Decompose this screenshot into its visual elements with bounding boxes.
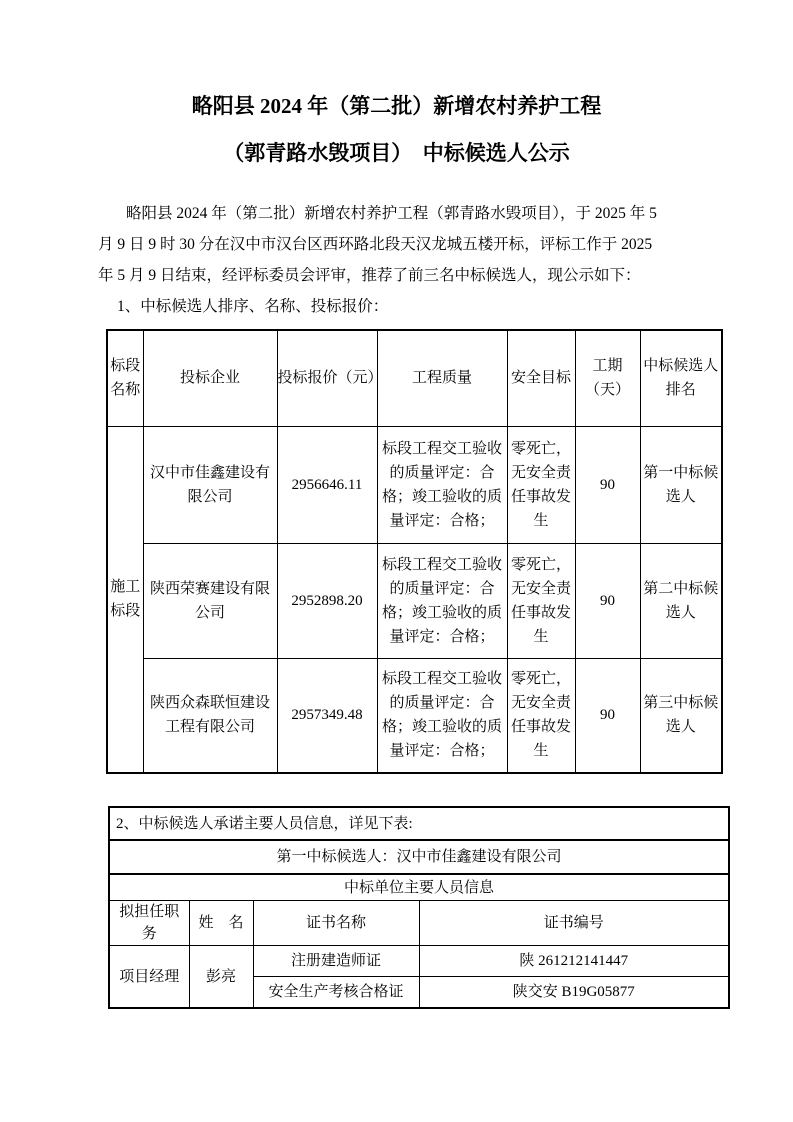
quality-cell: 标段工程交工验收的质量评定：合格；竣工验收的质量评定：合格； [377,543,507,658]
section2-heading: 2、中标候选人承诺主要人员信息，详见下表: [109,807,729,840]
header-bidder: 投标企业 [143,330,277,426]
header-cert-name: 证书名称 [253,901,419,946]
safety-cell: 零死亡，无安全责任事故发生 [507,543,575,658]
cert-number-cell: 陕交安 B19G05877 [419,977,729,1009]
header-quality: 工程质量 [377,330,507,426]
personnel-header-row [109,901,729,946]
personnel-cert-row-1 [109,946,729,977]
duration-cell: 90 [575,658,640,773]
section1-heading: 1、中标候选人排序、名称、投标报价： [117,298,389,315]
intro-line-3: 年 5 月 9 日结束，经评标委员会评审，推荐了前三名中标候选人，现公示如下： [98,267,641,284]
header-duration: 工期（天） [575,330,640,426]
personnel-table [108,806,730,1009]
intro-line-1: 略阳县 2024 年（第二批）新增农村养护工程（郭青路水毁项目），于 2025 年 5 [126,205,657,222]
header-candidate-rank: 中标候选人排名 [640,330,722,426]
quality-cell: 标段工程交工验收的质量评定：合格；竣工验收的质量评定：合格； [377,426,507,543]
cert-number-cell: 陕 261212141447 [419,946,729,977]
quality-cell: 标段工程交工验收的质量评定：合格；竣工验收的质量评定：合格； [377,658,507,773]
bidder-company-cell: 汉中市佳鑫建设有限公司 [143,426,277,543]
header-proposed-position: 拟担任职务 [109,901,189,946]
cert-name-cell: 注册建造师证 [253,946,419,977]
header-bid-price: 投标报价（元） [277,330,377,426]
document-title-line-1: 略阳县 2024 年（第二批）新增农村养护工程 [191,94,602,118]
segment-name-cell: 施工标段 [107,426,143,773]
bid-row-2 [107,543,722,658]
rank-cell: 第三中标候选人 [640,658,722,773]
duration-cell: 90 [575,543,640,658]
document-title [0,93,793,166]
bid-row-3 [107,658,722,773]
bid-price-cell: 2956646.11 [277,426,377,543]
header-section-name: 标段名称 [107,330,143,426]
bidder-company-cell: 陕西众森联恒建设工程有限公司 [143,658,277,773]
rank-cell: 第二中标候选人 [640,543,722,658]
header-person-name: 姓 名 [189,901,253,946]
bid-row-1 [107,426,722,543]
bid-price-cell: 2957349.48 [277,658,377,773]
intro-paragraph [98,198,698,291]
intro-line-2: 月 9 日 9 时 30 分在汉中市汉台区西环路北段天汉龙城五楼开标，评标工作于 2025 [98,236,653,253]
position-cell: 项目经理 [109,946,189,1009]
personnel-subtitle: 中标单位主要人员信息 [109,874,729,901]
cert-name-cell: 安全生产考核合格证 [253,977,419,1009]
header-cert-number: 证书编号 [419,901,729,946]
bid-price-cell: 2952898.20 [277,543,377,658]
safety-cell: 零死亡，无安全责任事故发生 [507,658,575,773]
first-candidate-row [109,840,729,874]
duration-cell: 90 [575,426,640,543]
first-candidate-name: 第一中标候选人：汉中市佳鑫建设有限公司 [109,840,729,874]
bid-candidates-table [106,329,723,774]
bid-table-header-row [107,330,722,426]
bidder-company-cell: 陕西荣赛建设有限公司 [143,543,277,658]
header-safety-target: 安全目标 [507,330,575,426]
personnel-subtitle-row [109,874,729,901]
personnel-section-row [109,807,729,840]
safety-cell: 零死亡，无安全责任事故发生 [507,426,575,543]
person-name-cell: 彭亮 [189,946,253,1009]
rank-cell: 第一中标候选人 [640,426,722,543]
document-title-line-2: （郭青路水毁项目） 中标候选人公示 [223,141,570,165]
